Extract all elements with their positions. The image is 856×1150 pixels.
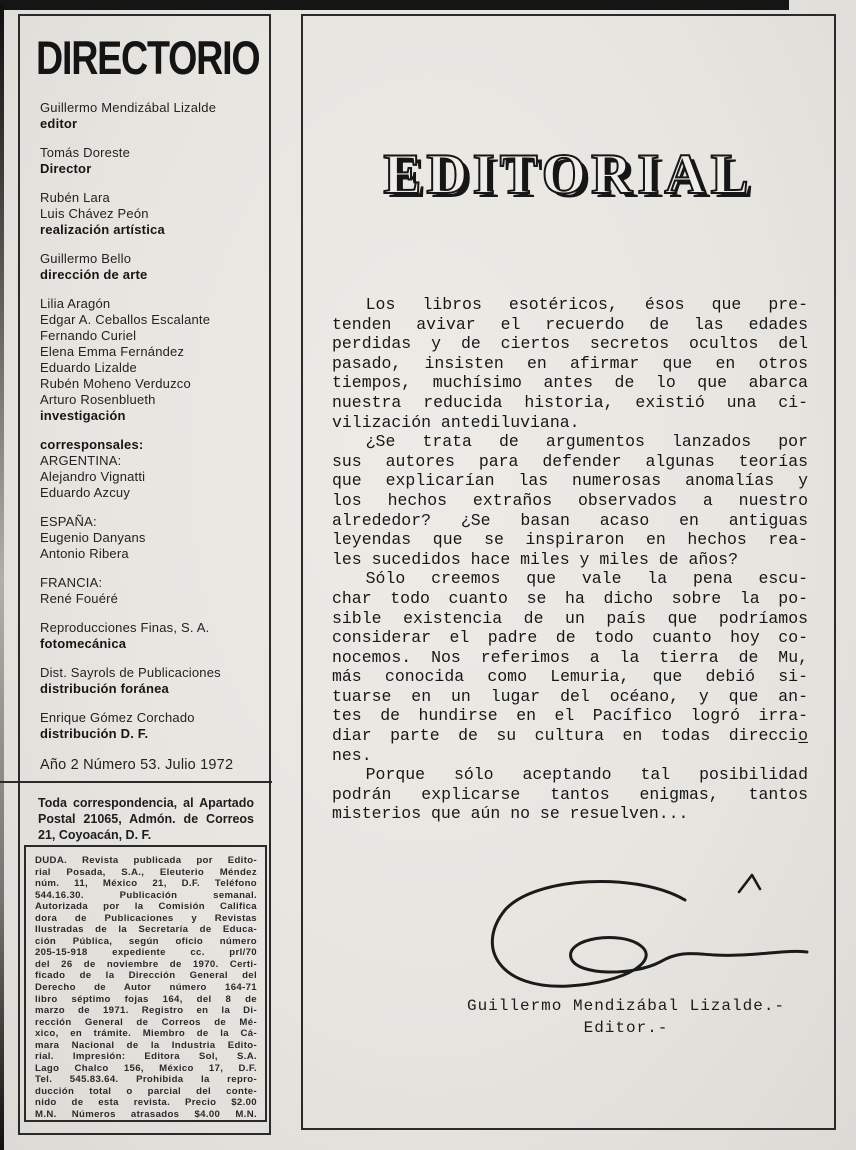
legal-line: Autorizada por la Comisión Califica xyxy=(35,901,257,913)
directory-line: Director xyxy=(40,161,92,176)
divider-rule xyxy=(0,781,272,783)
correspondence-line: 21, Coyoacán, D. F. xyxy=(38,828,152,842)
directory-line: Antonio Ribera xyxy=(40,546,129,561)
directory-line: Elena Emma Fernández xyxy=(40,344,185,359)
editorial-line: char todo cuanto se ha dicho sobre la po- xyxy=(332,588,808,608)
legal-line: DUDA. Revista publicada por Edito- xyxy=(35,855,257,866)
signoff-name: Guillermo Mendizábal Lizalde.- xyxy=(466,997,786,1015)
legal-line: Tel. 545.83.64. Prohibida la repro- xyxy=(35,1074,257,1086)
directory-line: René Fouéré xyxy=(40,591,119,606)
directory-heading: DIRECTORIO xyxy=(36,31,260,84)
directory-line: ARGENTINA: xyxy=(40,453,122,468)
directory-line: ESPAÑA: xyxy=(40,514,97,529)
legal-line: ción Pública, según oficio número xyxy=(35,935,257,947)
signature-block xyxy=(303,864,834,1039)
editorial-line: podrán explicarse tantos enigmas, tantos xyxy=(332,784,808,804)
legal-line: libro séptimo fojas 164, del 8 de xyxy=(35,993,257,1005)
directory-groups xyxy=(40,100,258,742)
directory-line: Dist. Sayrols de Publicaciones xyxy=(40,665,221,680)
editorial-line: nuestra reducida historia, existió una ci- xyxy=(332,392,808,412)
editorial-panel xyxy=(301,14,836,1130)
legal-line: dora de Publicaciones y Revistas xyxy=(35,912,257,924)
issue-line: Año 2 Número 53. Julio 1972 xyxy=(40,757,234,773)
legal-line: 205-15-918 expediente cc. prl/70 xyxy=(35,947,257,959)
legal-line: rial. Impresión: Editora Sol, S.A. xyxy=(35,1051,257,1063)
signoff-title: Editor.- xyxy=(583,1019,669,1037)
editorial-line: alrededor? ¿Se basan acaso en antiguas xyxy=(332,510,808,530)
directory-line: Eugenio Danyans xyxy=(40,530,146,545)
correspondence-note xyxy=(38,795,254,843)
editorial-line: vilización antediluviana. xyxy=(332,412,580,432)
editorial-line: sible existencia de un país que podríamos xyxy=(332,608,808,628)
editorial-heading-wrap xyxy=(303,142,834,207)
editorial-line: Porque sólo aceptando tal posibilidad xyxy=(365,765,808,785)
legal-line: ducción total o parcial del conte- xyxy=(35,1085,257,1097)
editorial-paragraph xyxy=(332,569,808,765)
directory-line: investigación xyxy=(40,408,126,423)
editorial-line: leyendas que se inspiraron en hechos rea- xyxy=(332,530,808,550)
editorial-line: tiempos, muchísimo antes de lo que abarca xyxy=(332,373,808,393)
directory-line: dirección de arte xyxy=(40,267,148,282)
editorial-line: diar parte de su cultura en todas direccio̲ xyxy=(332,726,808,746)
directory-group xyxy=(40,251,258,283)
editorial-line: misterios que aún no se resuelven... xyxy=(332,804,689,824)
directory-group xyxy=(40,437,258,501)
directory-line: Guillermo Bello xyxy=(40,251,132,266)
directory-group xyxy=(40,145,258,177)
directory-line: distribución foránea xyxy=(40,681,169,696)
directory-group xyxy=(40,100,258,132)
directory-line: Fernando Curiel xyxy=(40,328,137,343)
editorial-paragraph xyxy=(332,432,808,569)
directory-line: corresponsales: xyxy=(40,437,144,452)
editorial-heading: EDITORIAL xyxy=(383,143,754,206)
directory-line: Luis Chávez Peón xyxy=(40,206,149,221)
editorial-line: sus autores para defender algunas teorías xyxy=(332,451,808,471)
directory-group xyxy=(40,575,258,607)
legal-box xyxy=(24,845,267,1122)
directory-group xyxy=(40,710,258,742)
editorial-paragraph xyxy=(332,295,808,432)
editorial-line: Los libros esotéricos, ésos que pre- xyxy=(365,295,808,314)
legal-line: núm. 11, México 21, D.F. Teléfono xyxy=(35,878,257,890)
editorial-line: tuarse en un lugar del océano, y que an- xyxy=(332,686,808,706)
legal-line: Lago Chalco 156, México 17, D.F. xyxy=(35,1062,257,1074)
editorial-line: ¿Se trata de argumentos lanzados por xyxy=(365,432,808,452)
legal-line: marzo de 1971. Registro en la Di- xyxy=(35,1005,257,1017)
directory-line: Rubén Lara xyxy=(40,190,110,205)
editorial-line: los hechos extraños observados a nuestro xyxy=(332,490,808,510)
editorial-paragraph xyxy=(332,765,808,824)
legal-line: Ilustradas de la Secretaría de Educa- xyxy=(35,924,257,936)
editorial-line: Sólo creemos que vale la pena escu- xyxy=(365,569,808,589)
editorial-line: les sucedidos hace miles y miles de años? xyxy=(332,549,738,569)
directory-line: Arturo Rosenblueth xyxy=(40,392,156,407)
signature-scribble xyxy=(453,864,813,989)
editorial-line: más conocida como Lemuria, que debió si- xyxy=(332,667,808,687)
legal-line: rial Posada, S.A., Eleuterio Méndez xyxy=(35,866,257,878)
legal-line: rección General de Correos de Mé- xyxy=(35,1016,257,1028)
legal-line: xico, en trámite. Miembro de la Cá- xyxy=(35,1028,257,1040)
editorial-line: pasado, insisten en afirmar que en otros xyxy=(332,353,808,373)
directory-line: Tomás Doreste xyxy=(40,145,131,160)
editorial-line: tenden avivar el recuerdo de las edades xyxy=(332,314,808,334)
directory-line: Eduardo Lizalde xyxy=(40,360,137,375)
directory-group xyxy=(40,665,258,697)
editorial-line: nes. xyxy=(332,745,372,765)
directory-line: distribución D. F. xyxy=(40,726,149,741)
directory-line: editor xyxy=(40,116,78,131)
editorial-paragraphs xyxy=(332,295,808,824)
editorial-line: perdidas y de ciertos secretos ocultos del xyxy=(332,334,808,354)
directory-group xyxy=(40,296,258,424)
directory-line: Enrique Gómez Corchado xyxy=(40,710,195,725)
editorial-line: tes de hundirse en el Pacífico logró irra- xyxy=(332,706,808,726)
directory-group xyxy=(40,620,258,652)
legal-line: mara Nacional de la Industria Edito- xyxy=(35,1039,257,1051)
legal-line: del 26 de noviembre de 1970. Certi- xyxy=(35,958,257,970)
directory-line: Rubén Moheno Verduzco xyxy=(40,376,191,391)
page-left-edge-shadow xyxy=(0,6,4,1150)
legal-line: M.N. Números atrasados $4.00 M.N. xyxy=(35,1109,257,1121)
legal-line: nido de esta revista. Precio $2.00 xyxy=(35,1097,257,1109)
directory-group xyxy=(40,514,258,562)
directory-line: realización artística xyxy=(40,222,165,237)
editorial-line: que explicarían las numerosas anomalías y xyxy=(332,471,808,491)
legal-line: 544.16.30. Publicación semanal. xyxy=(35,889,257,901)
legal-line: Derecho de Autor número 164-71 xyxy=(35,982,257,994)
correspondence-line: Postal 21065, Admón. de Correos xyxy=(38,812,254,826)
correspondence-line: Toda correspondencia, al Apartado xyxy=(38,796,254,810)
legal-lines xyxy=(35,855,257,1121)
directory-line: fotomecánica xyxy=(40,636,127,651)
legal-line: ficado de la Dirección General del xyxy=(35,970,257,982)
directory-line: FRANCIA: xyxy=(40,575,103,590)
directory-line: Eduardo Azcuy xyxy=(40,485,131,500)
directory-line: Edgar A. Ceballos Escalante xyxy=(40,312,211,327)
directory-line: Alejandro Vignatti xyxy=(40,469,146,484)
editorial-line: considerar el padre de todo cuanto hoy co- xyxy=(332,628,808,648)
editorial-line: nocemos. Nos referimos a la tierra de Mu, xyxy=(332,647,808,667)
directory-group xyxy=(40,190,258,238)
top-black-bar xyxy=(0,0,789,10)
directory-line: Guillermo Mendizábal Lizalde xyxy=(40,100,217,115)
directory-line: Reproducciones Finas, S. A. xyxy=(40,620,210,635)
directory-line: Lilia Aragón xyxy=(40,296,111,311)
